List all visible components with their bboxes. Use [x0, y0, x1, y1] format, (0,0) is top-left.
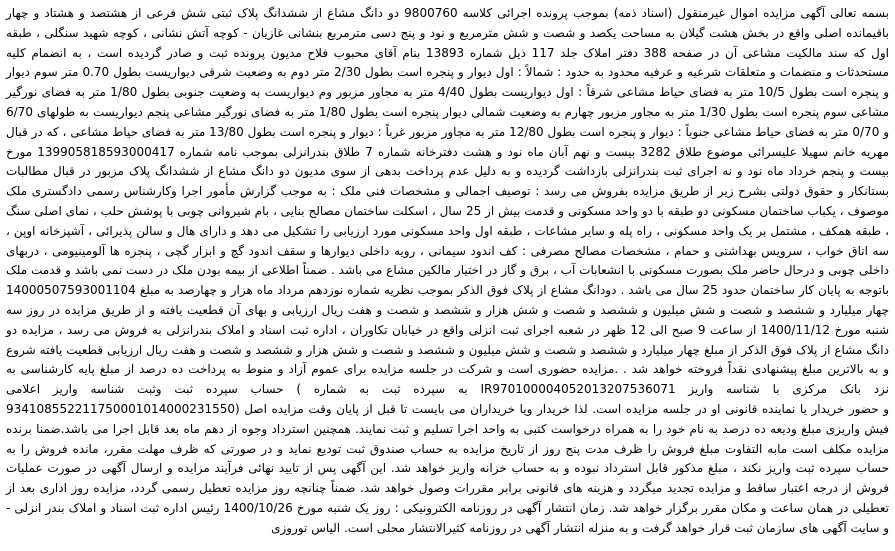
- auction-notice-text: بسمه تعالی آگهی مزایده اموال غیرمنقول (اسناد ذمه) بموجب پرونده اجرائی کلاسه 9800760 دو دانگ مشاع از ششدانگ پلاک ثبتی شش فرعی از هشتصد و هشتاد و چهار باقیمانده اصلی واقع در بخش هشت گیلان به مساحت یکصد و شصت و شش مترمربع و نود و پنج دسی مترمربع بنشانی غازیان - کوچه آتش نشانی ، کوچه شهید سنگلی ، طبقه اول که سند مالکیت مشاعی آن در صفحه 388 دفتر املاک جلد 117 ذیل شماره 13893 بنام آقای محبوب فلاح مدیون پرونده ثبت و صادر گردیده است ، به انضمام کلیه مستحدثات و منضمات و متعلقات شرعیه و عرفیه محدود به حدود : شمالاً : اول دیوار و پنجره است بطول 2/30 متر دوم به وضعیت شرقی دیواریست بطول 0.70 متر سوم دیوار و پنجره است بطول 10/5 متر به فضای حیاط مشاعی شرقاً : اول دیواریست بطول 4/40 متر به مجاور مزبور وم دیواریست به وضعیت جنوبی بطول 1/80 متر به فضای نورگیر مشاعی سوم پنجره است بطول 1/30 متر به مجاور مزبور چهارم به وضعیت شمالی دیوار پنجره است بطول 1/80 متر به فضای نورگیر مشاعی پنجم دیواریست به طولهای 6/70 و 0/70 متر به فضای حیاط مشاعی جنوباً : دیوار و پنجره است بطول 12/80 متر به مجاور مزبور غرباً : دیوار و پنجره است بطول 13/80 متر به فضای حیاط مشاعی ، که در قبال مهریه خانم سهیلا علیسرائی موضوع طلاق 3282 بیست و نهم آبان ماه نود و هشت دفترخانه شماره 7 طلاق بندرانزلی بموجب نامه شماره 139905818593000417 مورخ بیست و پنجم خرداد ماه نود و نه اجرای ثبت بندرانزلی بازداشت گردیده و به دلیل عدم پرداخت بدهی از سوی مدیون دو دانگ مشاع از ششدانگ پلاک مزبور در قبال مطالبات بستانکار و حقوق دولتی بشرح زیر از طریق مزایده بفروش می رسد : توصیف اجمالی و مشخصات فنی ملک : به موجب گزارش مأمور اجرا وکارشناس رسمی دادگستری ملک موصوف ، یکباب ساختمان مسکونی دو طبقه با دو واحد مسکونی و قدمت بیش از 25 سال ، اسکلت ساختمان مصالح بنایی ، بام شیروانی چوبی با پوشش حلب ، نمای اصلی سنگ ، طبقه همکف ، مشتمل بر یک واحد مسکونی ، راه پله و سایر مشاعات ، طبقه اول واحد مسکونی مورد ارزیابی را تشکیل می دهد و دارای هال و سالن پذیرائی ، آشپزخانه اوپن ، سه اتاق خواب ، سرویس بهداشتی و حمام ، مشخصات مصالح مصرفی : کف اندود سیمانی ، رویه داخلی دیوارها و سقف اندود گچ و ابزار گچی ، پنجره ها آلومینیومی ، دربهای داخلی چوبی و درحال حاضر ملک بصورت مسکونی با انشعابات آب ، برق و گاز در اختیار مالکین مشاع می باشد . ضمناً اطلاعی از بیمه بودن ملک در دست نمی باشد و قدمت ملک باتوجه به پایان کار ساختمان حدود 25 سال می باشد . دودانگ مشاع از پلاک فوق الذکر بموجب نظریه شماره 1400050759300110‪4 نوزدهم مرداد ماه هزار و چهارصد به مبلغ چهار میلیارد و ششصد و شصت و شش میلیون و ششصد و شصت و شش هزار و ششصد و شصت و هفت ریال ارزیابی و بهای آن قطعیت یافته و از طریق مزایده در روز سه شنبه مورخ 1400/11/12 از ساعت 9 صبح الی 12 ظهر در شعبه اجرای ثبت انزلی واقع در خیابان تکاوران ، اداره ثبت اسناد و املاک بندرانزلی به فروش می رسد ، مزایده دو دانگ مشاع از پلاک فوق الذکر از مبلغ چهار میلیارد و ششصد و شصت و شش میلیون و ششصد و شصت و شش هزار و ششصد و شصت و هفت ریال ارزیابی قطعیت یافته شروع و به بالاترین مبلغ پیشنهادی نقداً فروخته خواهد شد . .مزایده حضوری است و شرکت در جلسه مزایده برای عموم آزاد و منوط به پرداخت ده درصد از مبلغ پایه کارشناسی به حساب سپرده ثبت وثبت شناسه واریز اعلامی ( به سپرده ثبت به شماره IR970100004052013207536071 نزد بانک مرکزی با شناسه واریز 934108552211750001014000231550) و حضور خریدار یا نماینده قانونی او در جلسه مزایده است. لذا خریدار ویا خریداران می بایست تا قبل از پایان وقت مزایده اصل فیش واریزی مبلغ ودیعه ده درصد به نام خود را به همراه درخواست کتبی به واحد اجرا تسلیم و ثبت نمایند. همچنین استرداد وجوه از دهم ماه بعد قابل اجرا می باشد.ضمنا برنده مزایده مکلف است مابه التفاوت مبلغ فروش را ظرف مدت پنج روز از تاریخ مزایده به حساب صندوق ثبت تودیع نماید و در صورتی که ظرف مهلت مقرر، مانده فروش را به حساب سپرده ثبت واریز نکند ، مبلغ مذکور قابل استرداد نبوده و به حساب خزانه واریز خواهد شد. این آگهی پس از تایید نهائی فرآیند مزایده و ارسال آگهی در صورت عملیات فروش از درجه اعتبار ساقط و مزایده تجدید میگردد و هزینه های قانونی برابر مقررات وصول خواهد شد. ضمناً چنانچه روز مزایده تعطیل رسمی گردد، مزایده روز اداری بعد از تعطیلی در همان ساعت و مکان مقرر برگزار خواهد شد. زمان انتشار آگهی در روزنامه الکترونیکی : روز یک شنبه مورخ 1400/10/26 رئیس اداره ثبت اسناد و املاک بندر انزلی - و سایت آگهی های سازمان ثبت قرار خواهد گرفت و به منزله انتشار آگهی در روزنامه کثیرالانتشار محلی است. الیاس توروزی: [6, 6, 890, 535]
